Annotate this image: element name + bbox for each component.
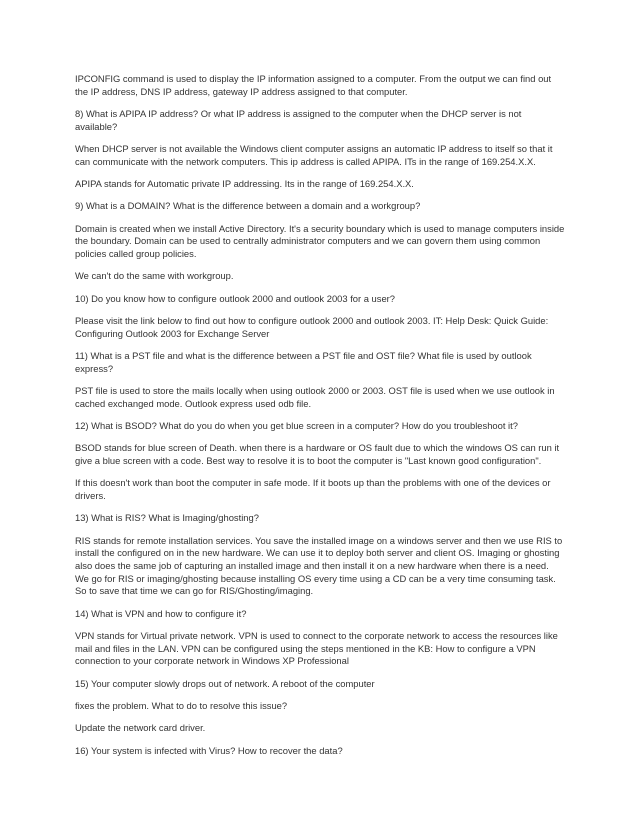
answer-13-ris: RIS stands for remote installation services. You save the installed image on a windows server and then we use RIS to install the configured on in the new hardware. We can use it to deploy both server and client OS. Imaging or ghosting also does the same job of capturing an installed image and then install it on a new hardware when there is a need. We go for RIS or imaging/ghosting because installing OS every time using a CD can be a very time consuming task. So to save that time we can go for RIS/Ghosting/imaging. <box>75 534 563 597</box>
question-8-apipa: 8) What is APIPA IP address? Or what IP address is assigned to the computer when the DHCP server is not available? <box>75 107 522 132</box>
question-9-domain: 9) What is a DOMAIN? What is the difference between a domain and a workgroup? <box>75 200 421 212</box>
question-16-virus: 16) Your system is infected with Virus? How to recover the data? <box>75 744 343 756</box>
question-14-vpn: 14) What is VPN and how to configure it? <box>75 607 247 619</box>
question-15-network: 15) Your computer slowly drops out of network. A reboot of the computer <box>75 677 375 689</box>
answer-12-bsod: BSOD stands for blue screen of Death. when there is a hardware or OS fault due to which the windows OS can run it give a blue screen with a code. Best way to resolve it is to boot the computer is "Last known good configuration". <box>75 442 560 467</box>
answer-11-pst: PST file is used to store the mails locally when using outlook 2000 or 2003. OST file is used when we use outlook in cached exchanged mode. Outlook express used odb file. <box>75 385 555 409</box>
answer-15-driver: Update the network card driver. <box>75 722 206 734</box>
answer-14-vpn: VPN stands for Virtual private network. VPN is used to connect to the corporate network to access the resources like mail and files in the LAN. VPN can be configured using the steps mentioned in the KB: How to configure a VPN connection to your corporate network in Windows XP Professional <box>75 629 558 667</box>
answer-9-workgroup: We can't do the same with workgroup. <box>75 270 234 282</box>
question-13-ris: 13) What is RIS? What is Imaging/ghosting? <box>75 512 259 524</box>
answer-12-safe-mode: If this doesn't work than boot the computer in safe mode. If it boots up than the problems with one of the devices or drivers. <box>75 477 551 502</box>
answer-8-dhcp: When DHCP server is not available the Windows client computer assigns an automatic IP address to itself so that it can communicate with the network computers. This ip address is called APIPA. ITs in the range of 169.254.X.X. <box>75 142 553 167</box>
answer-10-outlook: Please visit the link below to find out how to configure outlook 2000 and outlook 2003. IT: Help Desk: Quick Guide: Configuring Outlook 2003 for Exchange Server <box>75 315 549 339</box>
question-15-continued: fixes the problem. What to do to resolve this issue? <box>75 699 288 711</box>
answer-8-apipa-definition: APIPA stands for Automatic private IP addressing. Its in the range of 169.254.X.X. <box>75 177 414 189</box>
answer-9-domain: Domain is created when we install Active Directory. It's a security boundary which is used to manage computers inside the boundary. Domain can be used to centrally administrator computers and we can govern them using common policies called group policies. <box>75 222 565 259</box>
question-11-pst: 11) What is a PST file and what is the difference between a PST file and OST file? What file is used by outlook express? <box>75 350 532 374</box>
question-12-bsod: 12) What is BSOD? What do you do when you get blue screen in a computer? How do you troubleshoot it? <box>75 420 518 432</box>
paragraph-ipconfig: IPCONFIG command is used to display the IP information assigned to a computer. From the output we can find out the IP address, DNS IP address, gateway IP address assigned to that computer. <box>75 73 552 97</box>
document-body <box>75 73 565 767</box>
question-10-outlook: 10) Do you know how to configure outlook 2000 and outlook 2003 for a user? <box>75 292 396 304</box>
